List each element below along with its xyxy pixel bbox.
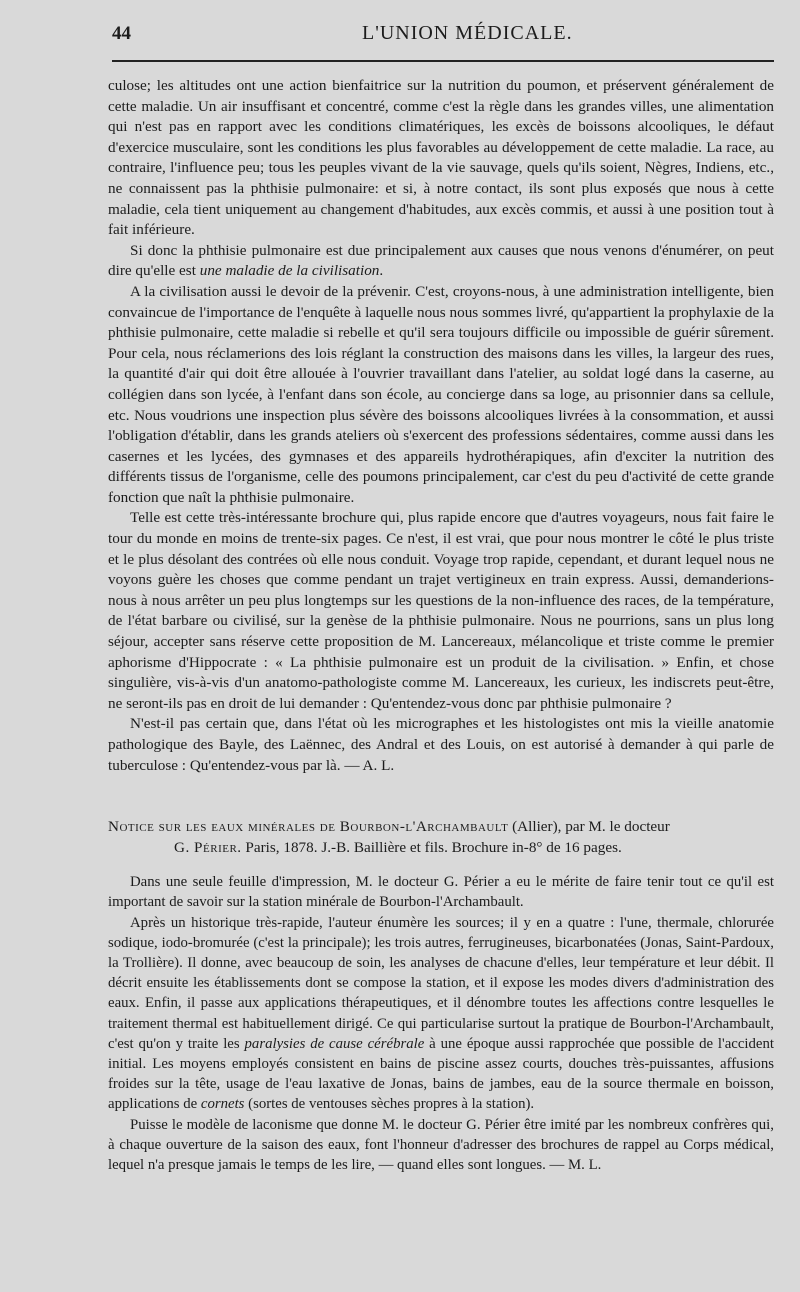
article-body [108,76,774,776]
article-paragraph [108,241,774,282]
paragraph-text: Si donc la phthisie pulmonaire est due principalement aux causes que nous venons d'énumérer, on peut dire qu'elle est [108,241,774,280]
italic-phrase: paralysies de cause cérébrale [244,1035,425,1052]
notice-body [108,872,774,1175]
notice-section [108,816,774,858]
notice-publication-info: Paris, 1878. J.-B. Baillière et fils. Brochure in-8° de 16 pages. [241,839,622,857]
article-paragraph: A la civilisation aussi le devoir de la prévenir. C'est, croyons-nous, à une administration intelligente, bien convaincue de l'importance de l'enquête à laquelle nous nous sommes livré, qu'appartient la prophylaxie de la phthisie pulmonaire, cette maladie si rebelle et qu'il sera toujours difficile ou impossible de guérir sûrement. Pour cela, nous réclamerions des lois réglant la construction des maisons dans les villes, la largeur des rues, la quantité d'air qui doit être allouée à l'ouvrier travaillant dans l'atelier, au soldat logé dans la caserne, au collégien dans son lycée, à l'enfant dans son école, au concierge dans sa loge, au prisonnier dans sa cellule, etc. Nous voudrions une inspection plus sévère des boissons alcooliques livrées à la consommation, et aussi l'obligation d'établir, dans les grands ateliers où s'exercent des professions sédentaires, comme aussi dans les casernes et les lycées, des gymnases et des appareils hydrothérapiques, afin d'exciter la nutrition des différents tissus de l'organisme, celle des poumons principalement, car c'est du peu d'activité de cette grande fonction que naît la phthisie pulmonaire. [108,282,774,506]
notice-paragraph [108,913,774,1115]
notice-publication [108,837,774,858]
notice-paragraph: Puisse le modèle de laconisme que donne M. le docteur G. Périer être imité par les nombreux confrères qui, à chaque ouverture de la saison des eaux, font l'honneur d'adresser des brochures de rappel au Corps médical, lequel n'a presque jamais le temps de les lire, — quand elles sont longues. — M. L. [108,1116,774,1174]
italic-phrase: cornets [200,1096,245,1113]
paragraph-text: Après un historique très-rapide, l'auteur énumère les sources; il y en a quatre : l'une, thermale, chlorurée sodique, iodo-bromurée (c'est la principale); les trois autres, ferrugineuses, bicarbonatées (Jonas, Saint-Pardoux, la Trollière). Il donne, avec beaucoup de soin, les analyses de chacune d'elles, leur température et leur débit. Il décrit ensuite les établissements dont se compose la station, et il expose les modes divers d'administration des eaux. Enfin, il passe aux applications thérapeutiques, et il dénombre toutes les affections contre lesquelles le traitement thermal est habituellement dirigé. Ce qui particularise surtout la pratique de Bourbon-l'Archambault, c'est qu'on y traite les [108,914,774,1052]
notice-paragraph: Dans une seule feuille d'impression, M. le docteur G. Périer a eu le mérite de faire tenir tout ce qu'il est important de savoir sur la station minérale de Bourbon-l'Archambault. [108,874,774,911]
paragraph-text: . [379,262,384,280]
notice-title-rest: (Allier), par M. le docteur [508,818,670,836]
article-paragraph: culose; les altitudes ont une action bienfaitrice sur la nutrition du poumon, et préservent généralement de cette maladie. Un air insuffisant et concentré, comme c'est la règle dans les grandes villes, une alimentation qui n'est pas en rapport avec les conditions climatériques, les excès de boissons alcooliques, le défaut d'exercice musculaire, sont les conditions les plus favorables au développement de cette maladie. La race, au contraire, l'influence peu; tous les peuples vivant de la vie sauvage, quels qu'ils soient, Nègres, Indiens, etc., ne connaissent pas la phthisie pulmonaire: et si, à notre contact, ils sont plus exposés que nous à cette maladie, cela tient uniquement au changement d'habitudes, aux excès commis, et aussi à une position tout à fait inférieure. [108,77,774,239]
notice-heading [108,816,774,837]
page-number: 44 [112,23,131,44]
paragraph-text: à une époque aussi rapprochée que possible de l'accident initial. Les moyens employés consistent en bains de piscine assez courts, douches très-puissantes, affusions froides sur la tête, usage de l'eau laxative de Jonas, bains de jambes, eau de la source thermale en boisson, applications de [108,1035,774,1113]
notice-title: Notice sur les eaux minérales de Bourbon-l'Archambault [108,818,509,836]
notice-author: G. Périer. [174,839,242,857]
paragraph-text: (sortes de ventouses sèches propres à la station). [244,1096,535,1113]
article-paragraph: N'est-il pas certain que, dans l'état où les micrographes et les histologistes ont mis la vieille anatomie pathologique des Bayle, des Laënnec, des Andral et des Louis, on est autorisé à demander à qui parle de tuberculose : Qu'entendez-vous par là. — A. L. [108,715,774,774]
italic-phrase: une maladie de la civilisation [199,262,380,280]
page-header [112,22,774,62]
running-title: L'UNION MÉDICALE. [362,22,573,44]
article-paragraph: Telle est cette très-intéressante brochure qui, plus rapide encore que d'autres voyageurs, nous fait faire le tour du monde en moins de trente-six pages. Ce n'est, il est vrai, que pour nous montrer le côté le plus triste et le plus désolant des contrées où elle nous conduit. Voyage trop rapide, cependant, et durant lequel nous ne voyons guère les choses que comme pendant un trajet vertigineux en train express. Aussi, demanderions-nous à nous arrêter un peu plus longtemps sur les questions de la non-influence des races, de la température, de l'état barbare ou civilisé, sur la genèse de la phthisie pulmonaire. Nous ne pourrions, sans un plus long séjour, accepter sans réserve cette proposition de M. Lancereaux, mélancolique et triste comme le premier aphorisme d'Hippocrate : « La phthisie pulmonaire est un produit de la civilisation. » Enfin, et chose singulière, vis-à-vis d'un anatomo-pathologiste comme M. Lancereaux, les curieux, les indiscrets peut-être, ne seront-ils pas en droit de lui demander : Qu'entendez-vous donc par phthisie pulmonaire ? [108,509,774,712]
